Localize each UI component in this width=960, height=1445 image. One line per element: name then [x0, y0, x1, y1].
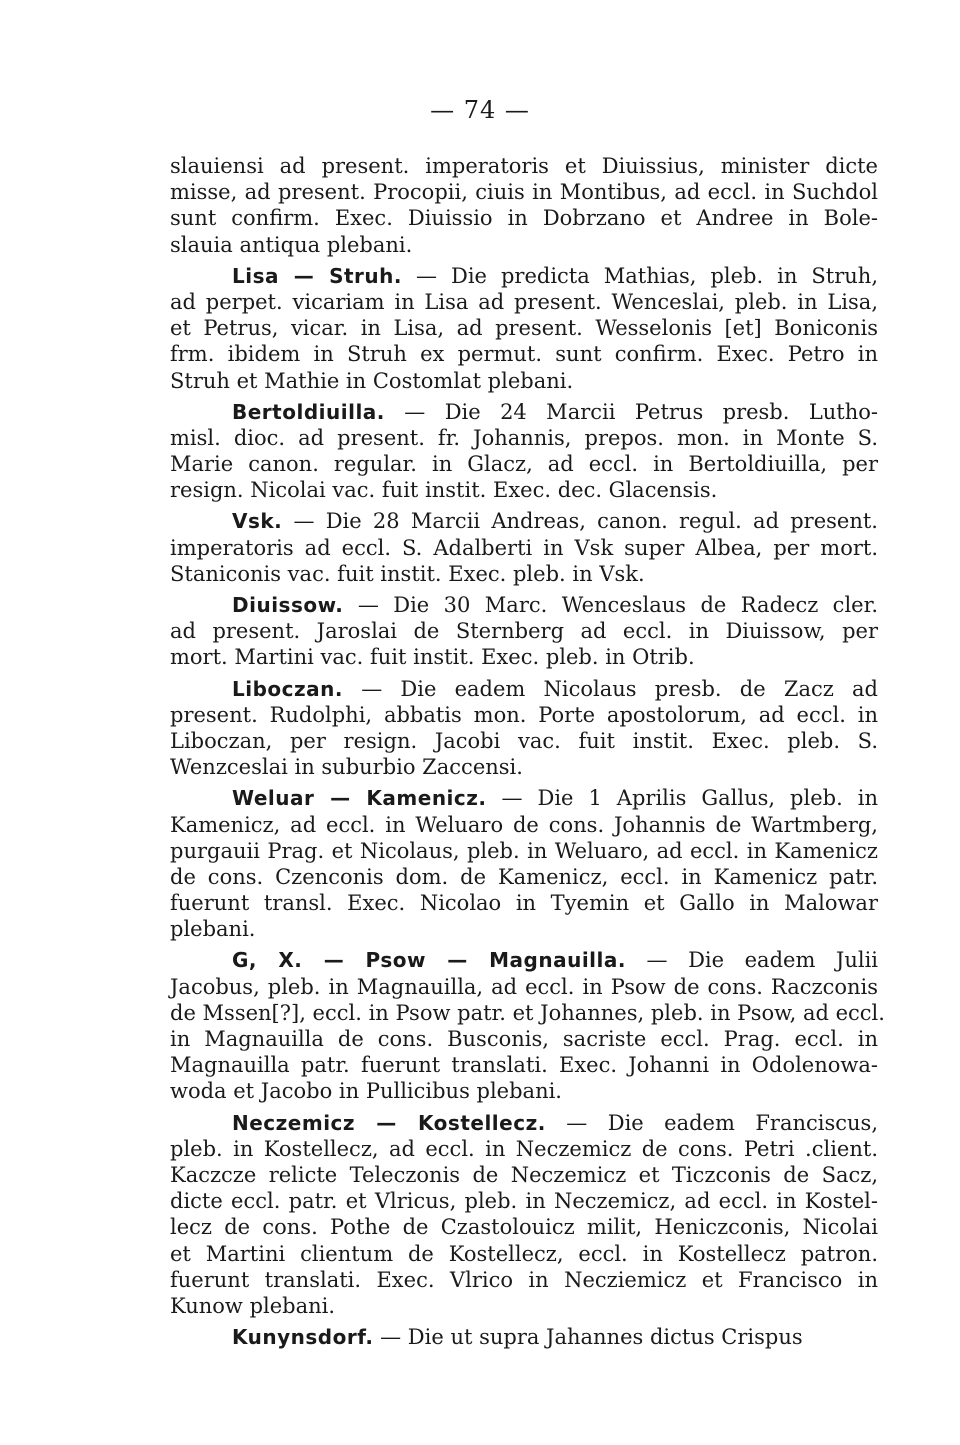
text-line: ad perpet. vicariam in Lisa ad present. Wenceslai, pleb. in Lisa,	[170, 289, 878, 314]
text-line: in Magnauilla de cons. Busconis, sacriste eccl. Prag. eccl. in	[170, 1027, 878, 1051]
text-line: de cons. Czenconis dom. de Kamenicz, eccl. in Kamenicz patr.	[170, 864, 878, 889]
entry-first-line-text: — Die ut supra Jahannes dictus Crispus	[373, 1325, 803, 1350]
paragraph-first-line	[170, 263, 878, 289]
entry-paragraph	[170, 785, 878, 942]
text-line: mort. Martini vac. fuit instit. Exec. pleb. in Otrib.	[170, 645, 695, 670]
text-line: plebani.	[170, 917, 256, 942]
entry-first-line-text: — Die 30 Marc. Wenceslaus de Radecz cler.	[343, 593, 878, 617]
entry-heading: G, X. — Psow — Magnauilla.	[232, 948, 626, 973]
text-line: Liboczan, per resign. Jacobi vac. fuit instit. Exec. pleb. S.	[170, 728, 878, 753]
text-line: et Martini clientum de Kostellecz, eccl. in Kostellecz patron.	[170, 1241, 878, 1266]
text-line: resign. Nicolai vac. fuit instit. Exec. dec. Glacensis.	[170, 478, 718, 503]
entry-heading: Kunynsdorf.	[232, 1325, 374, 1350]
entry-first-line-text: — Die 1 Aprilis Gallus, pleb. in	[486, 786, 878, 811]
text-line: Staniconis vac. fuit instit. Exec. pleb. in Vsk.	[170, 561, 645, 586]
paragraph-first-line	[170, 399, 878, 425]
entry-paragraph	[170, 592, 878, 671]
text-line: Kunow plebani.	[170, 1293, 336, 1318]
entry-paragraph	[170, 947, 885, 1104]
entry-first-line-text: — Die predicta Mathias, pleb. in Struh,	[401, 263, 878, 288]
entry-heading: Lisa — Struh.	[232, 263, 402, 288]
text-line: sunt confirm. Exec. Diuissio in Dobrzano et Andree in Bole-	[170, 206, 878, 231]
entry-first-line-text: — Die 28 Marcii Andreas, canon. regul. ad present.	[282, 509, 878, 534]
entry-heading: Weluar — Kamenicz.	[232, 786, 487, 811]
text-body	[170, 148, 885, 1350]
entry-heading: Bertoldiuilla.	[232, 399, 385, 424]
text-line: Jacobus, pleb. in Magnauilla, ad eccl. in Psow de cons. Raczconis	[170, 974, 878, 999]
text-line: fuerunt transl. Exec. Nicolao in Tyemin et Gallo in Malowar	[170, 891, 878, 916]
text-line: slauia antiqua plebani.	[170, 232, 413, 257]
text-line: woda et Jacobo in Pullicibus plebani.	[170, 1079, 562, 1104]
entry-first-line-text: — Die eadem Julii	[626, 948, 878, 973]
entry-paragraph	[170, 399, 878, 504]
entry-heading: Liboczan.	[232, 676, 343, 701]
text-line: present. Rudolphi, abbatis mon. Porte apostolorum, ad eccl. in	[170, 702, 878, 727]
entry-paragraph	[170, 1324, 878, 1350]
text-line: fuerunt translati. Exec. Vlrico in Necziemicz et Francisco in	[170, 1267, 878, 1292]
entry-heading: Vsk.	[232, 509, 283, 534]
text-line: de Mssen[?], eccl. in Psow patr. et Johannes, pleb. in Psow, ad eccl.	[170, 1000, 885, 1025]
entry-first-line-text: — Die eadem Nicolaus presb. de Zacz ad	[342, 676, 878, 701]
text-line: misse, ad present. Procopii, ciuis in Montibus, ad eccl. in Suchdol	[170, 180, 878, 205]
text-line: pleb. in Kostellecz, ad eccl. in Neczemicz de cons. Petri .client.	[170, 1136, 878, 1161]
text-line: Kamenicz, ad eccl. in Weluaro de cons. Johannis de Wartmberg,	[170, 812, 878, 837]
text-line: slauiensi ad present. imperatoris et Diuissius, minister dicte	[170, 154, 878, 178]
page-number: — 74 —	[430, 96, 530, 124]
text-line: Magnauilla patr. fuerunt translati. Exec. Johanni in Odolenowa-	[170, 1053, 878, 1078]
entry-paragraph	[170, 1110, 878, 1320]
text-line: ad present. Jaroslai de Sternberg ad eccl. in Diuissow, per	[170, 619, 878, 644]
entry-paragraph	[170, 676, 878, 781]
text-line: Kaczcze relicte Teleczonis de Neczemicz et Ticzconis de Sacz,	[170, 1162, 878, 1187]
text-line: purgauii Prag. et Nicolaus, pleb. in Weluaro, ad eccl. in Kamenicz	[170, 838, 878, 863]
paragraph-first-line	[170, 592, 878, 618]
paragraph-first-line	[170, 676, 878, 702]
paragraph-first-line	[170, 1110, 878, 1136]
text-line: misl. dioc. ad present. fr. Johannis, prepos. mon. in Monte S.	[170, 425, 878, 450]
text-line: dicte eccl. patr. et Vlricus, pleb. in Neczemicz, ad eccl. in Kostel-	[170, 1189, 878, 1214]
entry-paragraph	[170, 153, 878, 258]
text-line: et Petrus, vicar. in Lisa, ad present. Wesselonis [et] Boniconis	[170, 316, 878, 341]
paragraph-first-line	[170, 947, 878, 973]
entry-first-line-text: — Die eadem Franciscus,	[545, 1110, 879, 1135]
entry-paragraph	[170, 263, 878, 394]
text-line: Marie canon. regular. in Glacz, ad eccl. in Bertoldiuilla, per	[170, 452, 878, 477]
entry-paragraph	[170, 508, 878, 587]
entry-heading: Diuissow.	[232, 593, 344, 617]
paragraph-first-line	[170, 1324, 878, 1350]
text-line: frm. ibidem in Struh ex permut. sunt confirm. Exec. Petro in	[170, 342, 878, 367]
text-line: imperatoris ad eccl. S. Adalberti in Vsk super Albea, per mort.	[170, 535, 878, 560]
text-line: lecz de cons. Pothe de Czastolouicz milit, Heniczconis, Nicolai	[170, 1215, 878, 1240]
entry-heading: Neczemicz — Kostellecz.	[232, 1110, 546, 1135]
text-line: Wenzceslai in suburbio Zaccensi.	[170, 755, 523, 780]
paragraph-first-line	[170, 785, 878, 811]
text-line: Struh et Mathie in Costomlat plebani.	[170, 368, 574, 393]
entry-first-line-text: — Die 24 Marcii Petrus presb. Lutho-	[384, 399, 878, 424]
paragraph-first-line	[170, 508, 878, 534]
